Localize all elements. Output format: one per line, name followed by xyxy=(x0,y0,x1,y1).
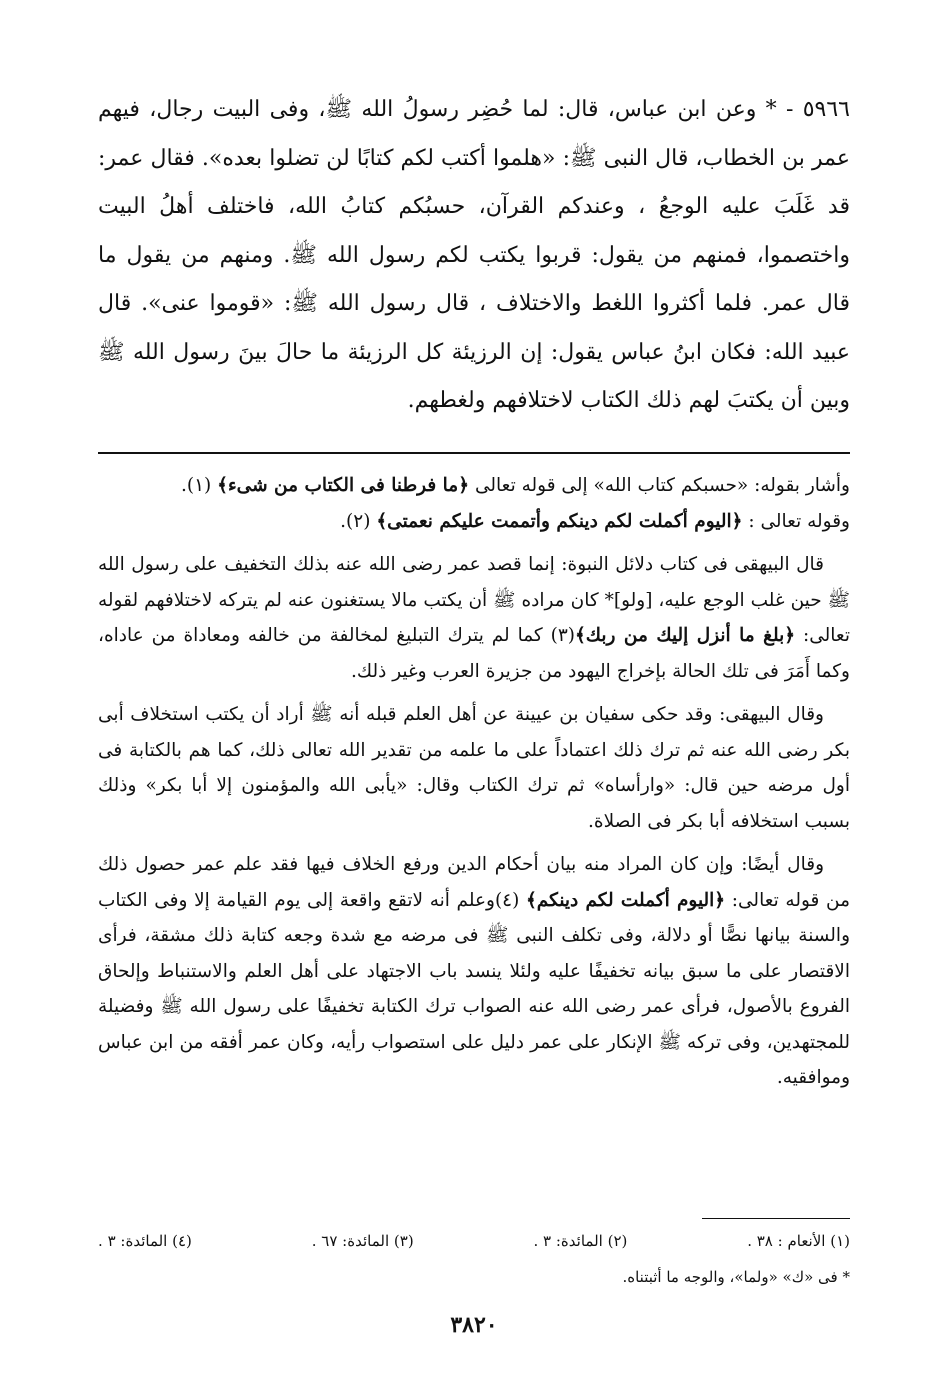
footnotes xyxy=(98,1226,850,1256)
footnote-divider xyxy=(702,1218,850,1219)
hadith-block xyxy=(98,86,850,426)
footnote-3: (٣) المائدة: ٦٧ . xyxy=(311,1232,414,1250)
footnote-1: (١) الأنعام : ٣٨ . xyxy=(747,1232,850,1250)
editor-note: * فى «ك» «ولما»، والوجه ما أثبتناه. xyxy=(622,1268,850,1286)
commentary-text: (٤)وعلم أنه لاتقع واقعة إلى يوم القيامة إلا وفى الكتاب والسنة بيانها نصًّا أو دلالة، وفى تكلف النبى ﷺ فى مرضه مع شدة وجعه كتابة ذلك مشقة، فرأى الاقتصار على ما سبق بيانه تخفيفًا عليه ولئلا ينسد باب الاجتهاد على أهل العلم والاستنباط وإلحاق الفروع بالأصول، فرأى عمر رضى الله عنه الصواب ترك الكتابة تخفيفًا على رسول الله ﷺ وفضيلة للمجتهدين، وفى تركه ﷺ الإنكار على عمر دليل على استصواب رأيه، وكان عمر أفقه من ابن عباس وموافقيه. xyxy=(98,889,850,1088)
quran-quote: ﴿بلغ ما أنزل إليك من ربك﴾ xyxy=(574,625,796,646)
quran-quote: ﴿اليوم أكملت لكم دينكم وأتممت عليكم نعمتى﴾ xyxy=(376,510,743,532)
page-number: ٣٨٢٠ xyxy=(450,1312,498,1338)
footnote-ref: (١). xyxy=(180,475,212,496)
commentary-paragraph-4 xyxy=(98,847,850,1096)
commentary-paragraph-2 xyxy=(98,547,850,689)
commentary-text: وقال أيضًا: وإن كان المراد منه بيان أحكام الدين ورفع الخلاف فيها فقد علم عمر حصول ذلك من قوله تعالى: xyxy=(98,854,850,911)
footnote-ref: (٢). xyxy=(340,510,371,532)
hadith-text: ٥٩٦٦ - * وعن ابن عباس، قال: لما حُضِر رسولُ الله ﷺ، وفى البيت رجال، فيهم عمر بن الخطاب، قال النبى ﷺ: «هلموا أكتب لكم كتابًا لن تضلوا بعده». فقال عمر: قد غَلَبَ عليه الوجعُ ، وعندكم القرآن، حسبُكم كتابُ الله، فاختلف أهلُ البيت واختصموا، فمنهم من يقول: قربوا يكتب لكم رسول الله ﷺ. ومنهم من يقول ما قال عمر. فلما أكثروا اللغط والاختلاف ، قال رسول الله ﷺ: «قوموا عنى». قال عبيد الله: فكان ابنُ عباس يقول: إن الرزيئة كل الرزيئة ما حالَ بينَ رسول الله ﷺ وبين أن يكتبَ لهم ذلك الكتاب لاختلافهم ولغطهم. xyxy=(98,97,850,413)
commentary-paragraph-1 xyxy=(98,468,850,539)
footnote-2: (٢) المائدة: ٣ . xyxy=(533,1232,628,1250)
commentary-text: قال البيهقى فى كتاب دلائل النبوة: إنما قصد عمر رضى الله عنه بذلك التخفيف على رسول الله ﷺ حين غلب الوجع عليه، [ولو]* كان مراده ﷺ أن يكتب مالا يستغنون عنه لم يتركه لاختلافهم لقوله تعالى: xyxy=(98,554,850,646)
quran-quote: ﴿اليوم أكملت لكم دينكم﴾ xyxy=(525,889,726,911)
commentary-text: وقوله تعالى : xyxy=(748,510,850,532)
commentary-block xyxy=(98,468,850,1104)
commentary-text: (٣) كما لم يترك التبليغ لمخالفة من خالفه ومعاداة من عاداه، وكما أَمَرَ فى تلك الحالة بإخراج اليهود من جزيرة العرب وغير ذلك. xyxy=(98,625,850,682)
quran-quote: ﴿ما فرطنا فى الكتاب من شىء﴾ xyxy=(217,475,470,496)
commentary-paragraph-3: وقال البيهقى: وقد حكى سفيان بن عيينة عن أهل العلم قبله أنه ﷺ أراد أن يكتب استخلاف أبى بكر رضى الله عنه ثم ترك ذلك اعتماداً على ما علمه من تقدير الله تعالى ذلك، كما هم بالكتابة فى أول مرضه حين قال: «وارأساه» ثم ترك الكتاب وقال: «يأبى الله والمؤمنون إلا أبا بكر» وذلك بسبب استخلافه أبا بكر فى الصلاة. xyxy=(98,704,850,832)
footnote-4: (٤) المائدة: ٣ . xyxy=(98,1232,192,1250)
commentary-text: وأشار بقوله: «حسبكم كتاب الله» إلى قوله تعالى xyxy=(474,475,850,496)
section-divider xyxy=(98,452,850,454)
